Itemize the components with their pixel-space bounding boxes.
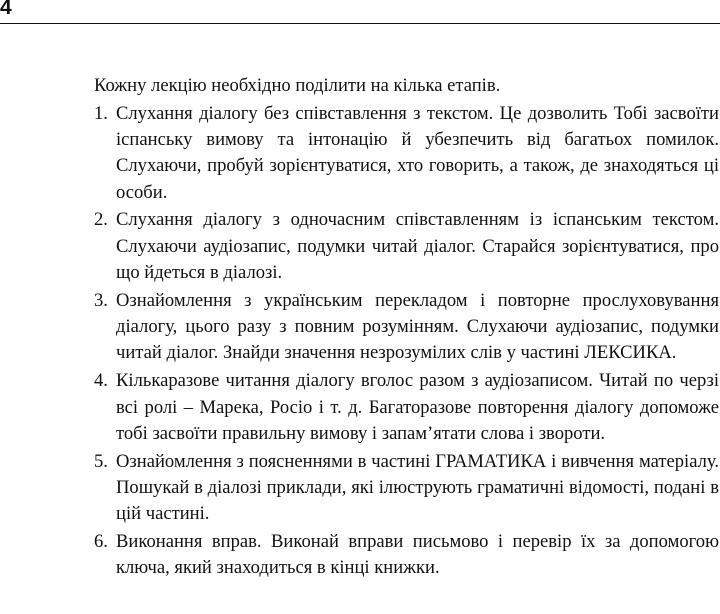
list-item-text: Ознайомлення з поясненнями в частині ГРАМАТИКА і вивчення матеріалу. Пошукай в діалозі приклади, які ілюструють граматичні відомості, подані в цій частині. [116, 450, 719, 525]
page-number: 4 [0, 0, 12, 19]
list-item-text: Ознайомлення з українським перекладом і повторне прослуховування діалогу, цього разу з повним розумінням. Слухаючи аудіозапис, подумки читай діалог. Знайди значення незрозумілих слів у частині ЛЕКСИКА. [116, 289, 719, 364]
list-item-text: Кількаразове читання діалогу вголос разом з аудіозаписом. Читай по черзі всі ролі – Марека, Росіо і т. д. Багаторазове повторення діалогу допоможе тобі засвоїти правильну вимову і запам’ятати слова і звороти. [116, 370, 719, 444]
header-rule [0, 23, 720, 24]
list-item [94, 288, 719, 367]
list-item-number: 6. [94, 531, 108, 553]
steps-list [94, 101, 719, 582]
list-item-number: 2. [94, 209, 108, 231]
list-item [94, 449, 719, 528]
list-item-number: 4. [94, 370, 108, 392]
list-item-number: 3. [94, 289, 108, 311]
list-item-text: Слухання діалогу з одночасним співставленням із іспанським текстом. Слухаючи аудіозапис, подумки читай діалог. Старайся зорієнтуватися, про що йдеться в діалозі. [116, 209, 719, 284]
list-item [94, 207, 719, 286]
list-item [94, 101, 719, 206]
list-item [94, 368, 719, 447]
intro-paragraph: Кожну лекцію необхідно поділити на кілька етапів. [94, 75, 501, 96]
list-item-text: Слухання діалогу без співставлення з текстом. Це дозволить Тобі засвоїти іспанську вимову та інтонацію й убезпечить від багатьох помилок. Слухаючи, пробуй зорієнтуватися, хто говорить, а також, де знаходяться ці особи. [116, 102, 719, 203]
list-item [94, 529, 719, 582]
list-item-number: 5. [94, 450, 108, 472]
list-item-text: Виконання вправ. Виконай вправи письмово і перевір їх за допомогою ключа, який знаходиться в кінці книжки. [116, 531, 719, 579]
list-item-number: 1. [94, 102, 108, 124]
document-body [94, 73, 719, 582]
